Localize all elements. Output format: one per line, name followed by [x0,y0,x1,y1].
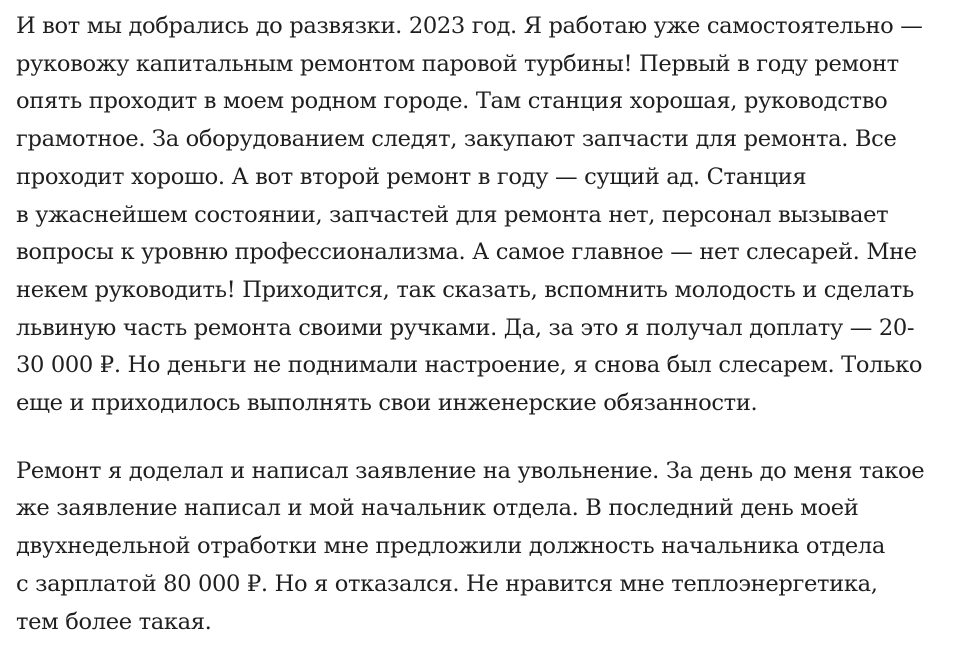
paragraph-line: опять проходит в моем родном городе. Там станция хорошая, руководство [16,88,888,115]
paragraph-line: львиную часть ремонта своими ручками. Да, за это я получал доплату — 20- [16,314,915,341]
paragraph-line: некем руководить! Приходится, так сказать, вспомнить молодость и сделать [16,276,914,303]
paragraph-line: еще и приходилось выполнять свои инженерские обязанности. [16,390,758,417]
paragraph-line: руковожу капитальным ремонтом паровой турбины! Первый в году ремонт [16,50,899,77]
paragraph-line: с зарплатой 80 000 ₽. Но я отказался. Не нравится мне теплоэнергетика, [16,570,878,597]
paragraph-line: проходит хорошо. А вот второй ремонт в году — сущий ад. Станция [16,163,807,190]
paragraph-line: 30 000 ₽. Но деньги не поднимали настроение, я снова был слесарем. Только [16,352,923,379]
paragraph-line: тем более такая. [16,608,212,635]
paragraph-line: же заявление написал и мой начальник отдела. В последний день моей [16,495,859,522]
paragraph-line: в ужаснейшем состоянии, запчастей для ремонта нет, персонал вызывает [16,201,889,228]
paragraph-line: вопросы к уровню профессионализма. А самое главное — нет слесарей. Мне [16,239,917,266]
paragraph-line: грамотное. За оборудованием следят, закупают запчасти для ремонта. Все [16,126,897,153]
article-body [16,8,966,641]
paragraph-line: И вот мы добрались до развязки. 2023 год. Я работаю уже самостоятельно — [16,13,923,39]
paragraph-line: двухнедельной отработки мне предложили должность начальника отдела [16,533,885,560]
paragraph-line: Ремонт я доделал и написал заявление на увольнение. За день до меня такое [16,457,925,484]
paragraph-1 [16,8,966,423]
paragraph-2 [16,453,966,642]
